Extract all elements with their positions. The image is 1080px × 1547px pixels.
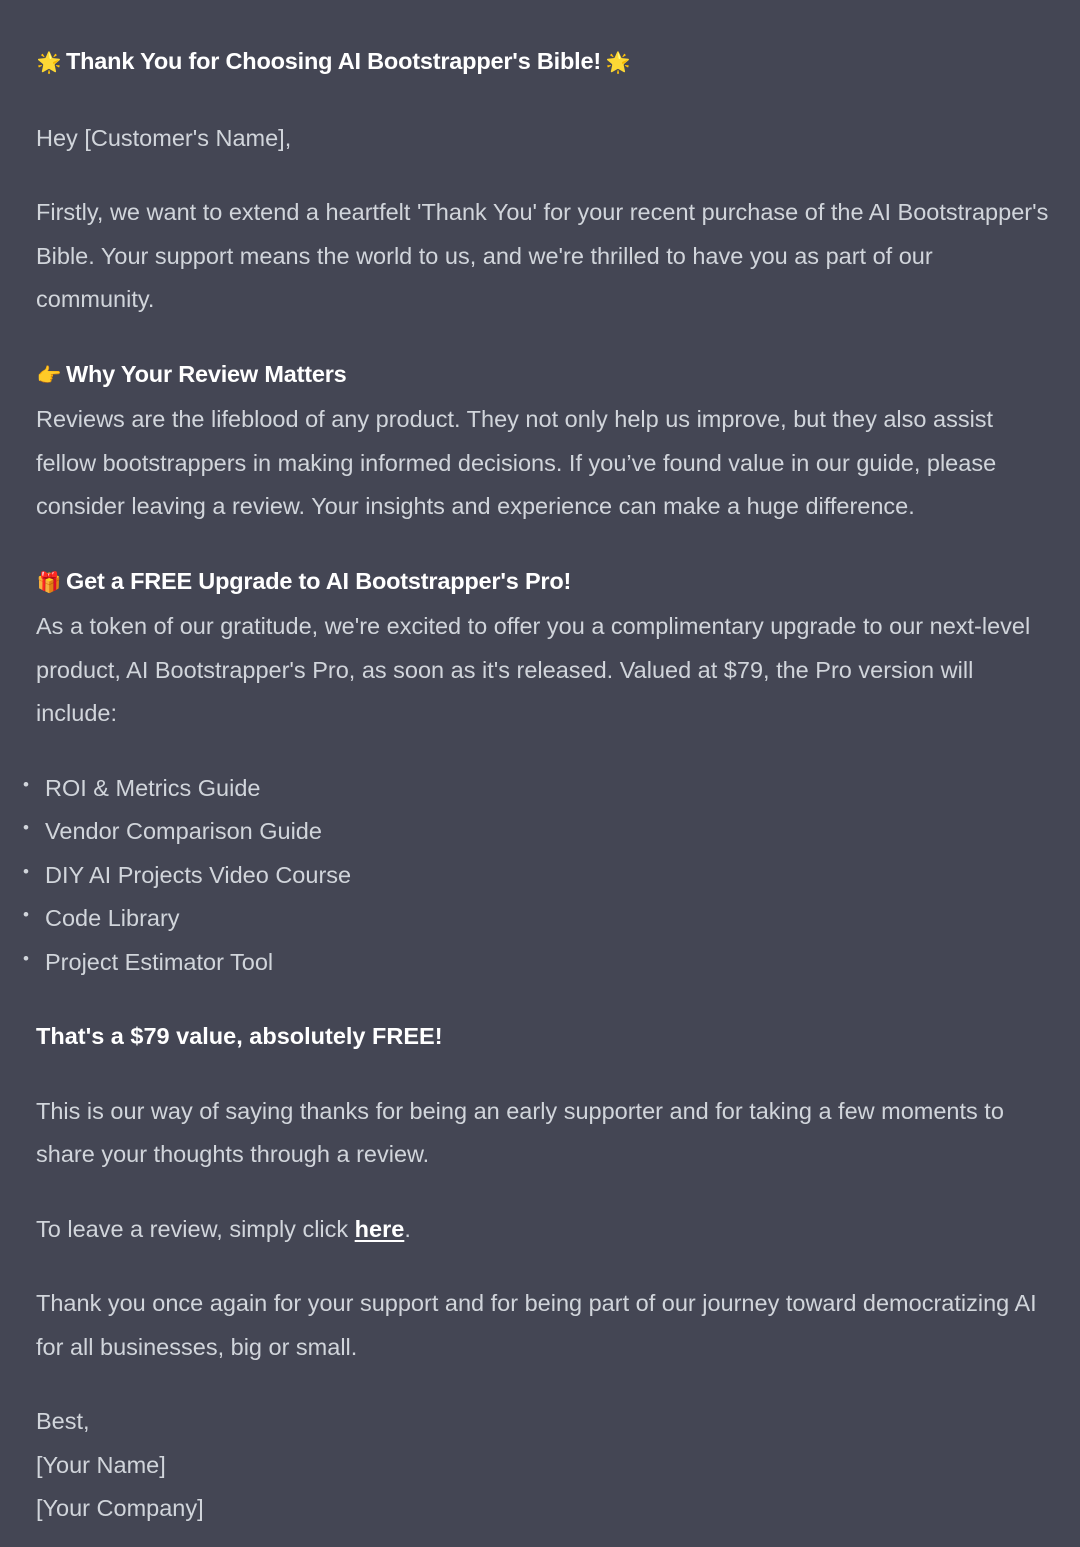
pointing-hand-icon: 👉: [36, 364, 62, 387]
intro-paragraph: Firstly, we want to extend a heartfelt 'Thank You' for your recent purchase of the AI Bootstrapper's Bible. Your support means the world to us, and we're thrilled to have you as part of our community.: [36, 199, 1049, 312]
review-heading-text: Why Your Review Matters: [66, 360, 347, 387]
review-cta-prefix: To leave a review, simply click: [36, 1215, 355, 1242]
list-item: • ROI & Metrics Guide: [36, 767, 1056, 811]
list-item: • DIY AI Projects Video Course: [36, 854, 1056, 898]
title-text: Thank You for Choosing AI Bootstrapper's Bible!: [66, 48, 601, 74]
page-title: [36, 40, 1056, 86]
list-item: • Project Estimator Tool: [36, 941, 1056, 985]
greeting: Hey [Customer's Name],: [36, 124, 292, 151]
review-paragraph: Reviews are the lifeblood of any product. They not only help us improve, but they also assist fellow bootstrappers in making informed decisions. If you’ve found value in our guide, please consider leaving a review. Your insights and experience can make a huge difference.: [36, 406, 997, 519]
signoff-line: Best,: [36, 1408, 90, 1434]
feature-list: [23, 767, 1056, 985]
upgrade-heading-text: Get a FREE Upgrade to AI Bootstrapper's Pro!: [66, 567, 572, 594]
upgrade-paragraph: As a token of our gratitude, we're excited to offer you a complimentary upgrade to our next-level product, AI Bootstrapper's Pro, as soon as it's released. Valued at $79, the Pro version will include:: [36, 613, 1031, 726]
list-item: • Vendor Comparison Guide: [36, 810, 1056, 854]
upgrade-heading: [36, 560, 1056, 606]
value-statement: That's a $79 value, absolutely FREE!: [36, 1023, 443, 1049]
review-link[interactable]: here: [354, 1215, 405, 1242]
review-section: [36, 353, 1056, 529]
signoff-name: [Your Name]: [36, 1451, 166, 1478]
review-cta: [36, 1208, 1056, 1252]
thanks-paragraph: This is our way of saying thanks for being an early supporter and for taking a few moments to share your thoughts through a review.: [36, 1097, 1004, 1167]
upgrade-section: [23, 560, 1056, 985]
bullet-icon: •: [23, 948, 29, 968]
review-heading: [36, 353, 1056, 399]
signoff: [36, 1400, 1056, 1531]
closing-paragraph: Thank you once again for your support and for being part of our journey toward democratizing AI for all businesses, big or small.: [36, 1290, 1037, 1360]
list-item: • Code Library: [36, 897, 1056, 941]
glowing-star-icon: 🌟: [36, 52, 62, 74]
message-body: [23, 38, 1056, 1531]
bullet-icon: •: [23, 774, 29, 794]
gift-icon: 🎁: [36, 571, 62, 594]
review-cta-suffix: .: [404, 1215, 411, 1242]
signoff-company: [Your Company]: [36, 1495, 204, 1521]
bullet-icon: •: [23, 861, 29, 881]
bullet-icon: •: [23, 905, 29, 924]
glowing-star-icon: 🌟: [605, 52, 631, 74]
bullet-icon: •: [23, 818, 29, 837]
